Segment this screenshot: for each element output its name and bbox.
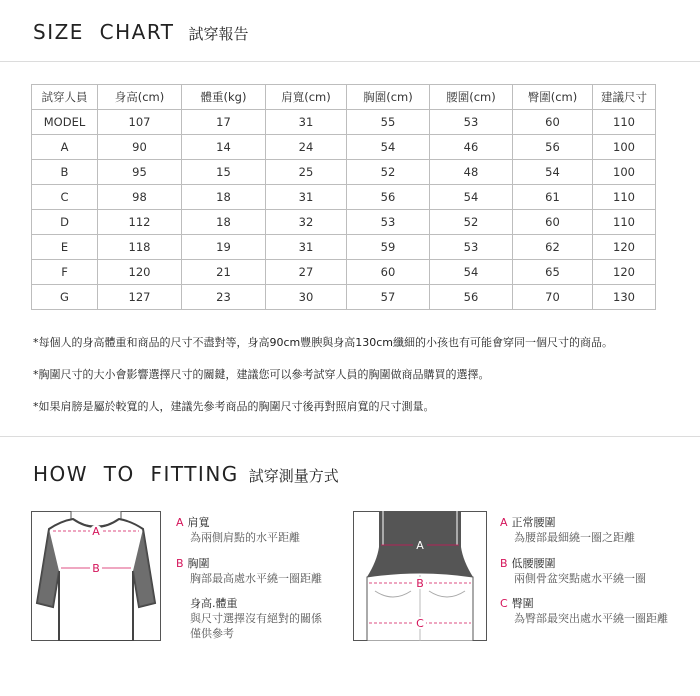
table-header-row [32, 85, 656, 110]
bottom-measure-figure [353, 511, 487, 645]
table-cell: 54 [430, 185, 513, 210]
table-cell: 53 [347, 210, 430, 235]
table-cell: 31 [266, 235, 347, 260]
label-desc-2: 僅供參考 [190, 627, 234, 640]
table-cell: 23 [182, 285, 266, 310]
table-cell: 31 [266, 185, 347, 210]
how-to-title-zh: 試穿測量方式 [248, 467, 339, 485]
table-cell: 120 [593, 260, 656, 285]
table-cell: 54 [513, 160, 593, 185]
table-row [32, 185, 656, 210]
bottom-label-c [500, 596, 668, 626]
table-cell: 17 [182, 110, 266, 135]
column-header: 肩寬(cm) [266, 85, 347, 110]
label-desc: 胸部最高處水平繞一圈距離 [190, 572, 322, 585]
label-desc: 為腰部最細繞一圈之距離 [514, 531, 635, 544]
note-2: *胸圍尺寸的大小會影響選擇尺寸的關鍵，建議您可以參考試穿人員的胸圍做商品購買的選擇。 [33, 368, 490, 381]
row-label: MODEL [32, 110, 98, 135]
top-measure-figure [31, 511, 161, 645]
table-cell: 56 [513, 135, 593, 160]
note-3: *如果肩膀是屬於較寬的人，建議先參考商品的胸圍尺寸後再對照肩寬的尺寸測量。 [33, 400, 435, 413]
table-cell: 14 [182, 135, 266, 160]
label-name: 臀圍 [511, 597, 534, 610]
table-cell: 54 [430, 260, 513, 285]
table-cell: 31 [266, 110, 347, 135]
table-cell: 60 [513, 110, 593, 135]
table-cell: 120 [593, 235, 656, 260]
table-cell: 57 [347, 285, 430, 310]
table-cell: 70 [513, 285, 593, 310]
table-cell: 18 [182, 185, 266, 210]
top-garment-illustration [31, 511, 161, 641]
label-key: A [500, 516, 508, 529]
table-cell: 61 [513, 185, 593, 210]
table-cell: 48 [430, 160, 513, 185]
how-to-title-en: HOW TO FITTING [33, 462, 239, 486]
table-cell: 118 [98, 235, 182, 260]
label-key: C [500, 597, 508, 610]
label-desc: 為臀部最突出處水平繞一圈距離 [514, 612, 668, 625]
row-label: A [32, 135, 98, 160]
label-name: 身高.體重 [190, 597, 238, 610]
table-cell: 24 [266, 135, 347, 160]
marker-a: A [92, 525, 100, 538]
table-cell: 53 [430, 235, 513, 260]
marker-c: C [416, 617, 424, 630]
table-cell: 107 [98, 110, 182, 135]
table-cell: 65 [513, 260, 593, 285]
table-cell: 60 [513, 210, 593, 235]
label-name: 肩寬 [187, 516, 210, 529]
table-cell: 110 [593, 110, 656, 135]
bottom-label-b [500, 556, 646, 586]
top-label-height-weight [190, 596, 322, 641]
row-label: G [32, 285, 98, 310]
top-label-a [176, 515, 300, 545]
table-cell: 98 [98, 185, 182, 210]
marker-a: A [416, 539, 424, 552]
column-header: 建議尺寸 [593, 85, 656, 110]
column-header: 胸圍(cm) [347, 85, 430, 110]
label-desc: 為兩側肩點的水平距離 [190, 531, 300, 544]
divider [0, 61, 700, 62]
table-cell: 15 [182, 160, 266, 185]
column-header: 體重(kg) [182, 85, 266, 110]
label-desc: 與尺寸選擇沒有絕對的關係 [190, 612, 322, 625]
label-name: 胸圍 [187, 557, 210, 570]
table-cell: 95 [98, 160, 182, 185]
divider [0, 436, 700, 437]
marker-b: B [416, 577, 424, 590]
label-key: B [176, 557, 184, 570]
table-cell: 19 [182, 235, 266, 260]
table-cell: 18 [182, 210, 266, 235]
table-cell: 59 [347, 235, 430, 260]
row-label: F [32, 260, 98, 285]
table-row [32, 135, 656, 160]
table-cell: 62 [513, 235, 593, 260]
table-row [32, 210, 656, 235]
row-label: D [32, 210, 98, 235]
label-name: 正常腰圍 [511, 516, 556, 529]
table-cell: 100 [593, 160, 656, 185]
table-cell: 112 [98, 210, 182, 235]
table-cell: 30 [266, 285, 347, 310]
table-cell: 90 [98, 135, 182, 160]
column-header: 腰圍(cm) [430, 85, 513, 110]
column-header: 試穿人員 [32, 85, 98, 110]
table-cell: 56 [430, 285, 513, 310]
label-key: B [500, 557, 508, 570]
table-cell: 21 [182, 260, 266, 285]
table-cell: 100 [593, 135, 656, 160]
size-chart-title-en: SIZE CHART [33, 20, 175, 44]
table-row [32, 235, 656, 260]
table-cell: 127 [98, 285, 182, 310]
table-cell: 52 [347, 160, 430, 185]
table-row [32, 260, 656, 285]
table-cell: 110 [593, 185, 656, 210]
how-to-title [33, 462, 339, 486]
top-label-b [176, 556, 322, 586]
size-chart-title [33, 20, 249, 44]
table-cell: 52 [430, 210, 513, 235]
bottom-label-a [500, 515, 635, 545]
table-cell: 110 [593, 210, 656, 235]
label-desc: 兩側骨盆突點處水平繞一圈 [514, 572, 646, 585]
table-cell: 27 [266, 260, 347, 285]
table-cell: 53 [430, 110, 513, 135]
size-chart-title-zh: 試穿報告 [188, 25, 249, 43]
table-cell: 32 [266, 210, 347, 235]
label-key: A [176, 516, 184, 529]
row-label: C [32, 185, 98, 210]
column-header: 臀圍(cm) [513, 85, 593, 110]
marker-b: B [92, 562, 100, 575]
table-cell: 60 [347, 260, 430, 285]
size-table [31, 84, 656, 310]
table-cell: 55 [347, 110, 430, 135]
row-label: E [32, 235, 98, 260]
table-cell: 54 [347, 135, 430, 160]
bottom-garment-illustration [353, 511, 487, 641]
table-row [32, 285, 656, 310]
table-cell: 56 [347, 185, 430, 210]
table-cell: 46 [430, 135, 513, 160]
row-label: B [32, 160, 98, 185]
column-header: 身高(cm) [98, 85, 182, 110]
note-1: *每個人的身高體重和商品的尺寸不盡對等，身高90cm豐腴與身高130cm纖細的小孩也有可能會穿同一個尺寸的商品。 [33, 336, 614, 349]
table-cell: 25 [266, 160, 347, 185]
table-row [32, 160, 656, 185]
table-cell: 130 [593, 285, 656, 310]
label-name: 低腰腰圍 [511, 557, 556, 570]
table-row [32, 110, 656, 135]
table-cell: 120 [98, 260, 182, 285]
